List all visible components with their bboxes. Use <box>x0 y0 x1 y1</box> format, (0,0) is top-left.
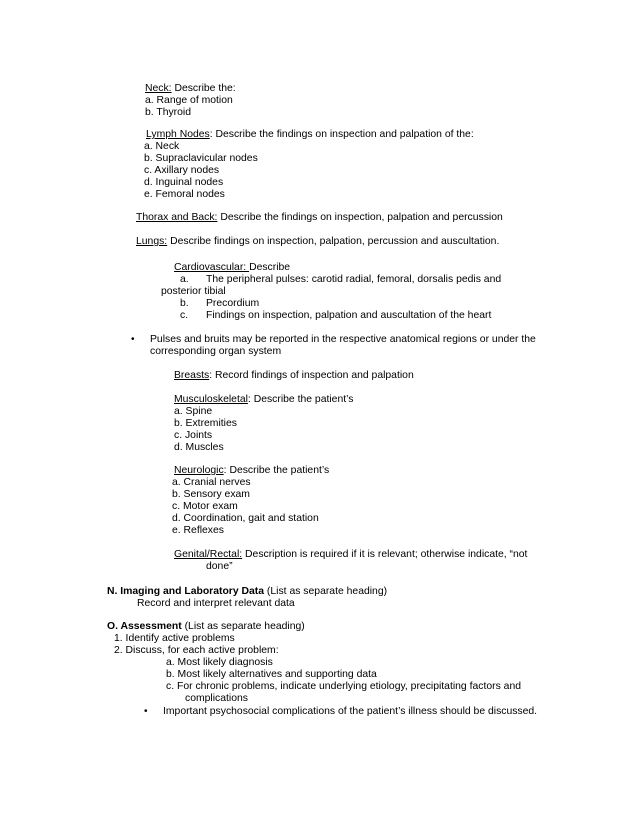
lymph-text: : Describe the findings on inspection and palpation of the: <box>209 129 474 140</box>
list-item: d. Muscles <box>174 442 224 453</box>
lungs-heading: Lungs: <box>136 236 168 247</box>
bullet-icon: • <box>131 334 135 345</box>
list-item: 2. Discuss, for each active problem: <box>114 645 279 656</box>
cardio-text: Describe <box>249 262 291 273</box>
list-item: c. For chronic problems, indicate underlying etiology, precipitating factors and <box>166 681 522 692</box>
list-item: c. Axillary nodes <box>144 165 220 176</box>
list-item: a. Neck <box>144 141 180 152</box>
thorax-heading: Thorax and Back: <box>136 212 218 223</box>
musculo-line <box>174 394 353 406</box>
list-item: b. Sensory exam <box>172 489 250 500</box>
neuro-heading: Neurologic <box>174 465 224 476</box>
list-item: b. Supraclavicular nodes <box>144 153 258 164</box>
list-item: a. Most likely diagnosis <box>166 657 273 668</box>
section-o-bullet-text: Important psychosocial complications of the patient’s illness should be discussed. <box>163 706 538 717</box>
list-item-label: b. <box>180 298 189 309</box>
section-o-heading: O. Assessment <box>107 621 182 632</box>
list-item: The peripheral pulses: carotid radial, femoral, dorsalis pedis and <box>206 274 502 285</box>
breasts-heading: Breasts <box>174 370 210 381</box>
list-item: c. Motor exam <box>172 501 238 512</box>
list-item: Precordium <box>206 298 260 309</box>
list-item: Findings on inspection, palpation and auscultation of the heart <box>206 310 492 321</box>
list-item: b. Thyroid <box>145 107 192 118</box>
section-n-note: (List as separate heading) <box>264 586 388 597</box>
list-item-cont: posterior tibial <box>161 286 226 297</box>
lymph-heading-line <box>146 129 474 141</box>
list-item: a. Range of motion <box>145 95 233 106</box>
neuro-line <box>174 465 329 477</box>
section-o-note: (List as separate heading) <box>181 621 305 632</box>
genital-heading: Genital/Rectal: <box>174 549 243 560</box>
genital-line <box>174 549 527 561</box>
list-item: d. Coordination, gait and station <box>172 513 319 524</box>
list-item: a. Spine <box>174 406 213 417</box>
thorax-line <box>136 212 503 224</box>
pulses-note-line2: corresponding organ system <box>150 346 282 357</box>
breasts-text: : Record findings of inspection and palpation <box>209 370 414 381</box>
lungs-text: Describe findings on inspection, palpation, percussion and auscultation. <box>167 236 500 247</box>
cardio-heading: Cardiovascular: <box>174 262 250 273</box>
list-item: d. Inguinal nodes <box>144 177 224 188</box>
bullet-icon: • <box>144 706 148 717</box>
list-item-cont: complications <box>185 693 248 704</box>
list-item: c. Joints <box>174 430 213 441</box>
genital-cont: done” <box>206 561 233 572</box>
neck-text: Describe the: <box>171 83 236 94</box>
list-item: e. Reflexes <box>172 525 224 536</box>
neck-heading: Neck: <box>145 83 172 94</box>
section-n-text: Record and interpret relevant data <box>137 598 295 609</box>
list-item: b. Most likely alternatives and supporting data <box>166 669 377 680</box>
musculo-text: : Describe the patient’s <box>247 394 354 405</box>
section-o-heading-line <box>107 621 305 633</box>
list-item: a. Cranial nerves <box>172 477 251 488</box>
neck-heading-line <box>145 83 236 95</box>
neuro-text: : Describe the patient’s <box>223 465 330 476</box>
thorax-text: Describe the findings on inspection, palpation and percussion <box>217 212 503 223</box>
genital-text: Description is required if it is relevant; otherwise indicate, “not <box>242 549 528 560</box>
lymph-heading: Lymph Nodes <box>146 129 210 140</box>
lungs-line <box>136 236 499 248</box>
pulses-note-line1: Pulses and bruits may be reported in the respective anatomical regions or under the <box>150 334 536 345</box>
section-n-heading-line <box>107 586 387 598</box>
list-item-label: a. <box>180 274 189 285</box>
list-item-label: c. <box>180 310 189 321</box>
musculo-heading: Musculoskeletal <box>174 394 248 405</box>
section-n-heading: N. Imaging and Laboratory Data <box>107 586 265 597</box>
list-item: e. Femoral nodes <box>144 189 225 200</box>
list-item: 1. Identify active problems <box>114 633 235 644</box>
breasts-line <box>174 370 414 382</box>
cardio-line <box>174 262 290 274</box>
list-item: b. Extremities <box>174 418 237 429</box>
